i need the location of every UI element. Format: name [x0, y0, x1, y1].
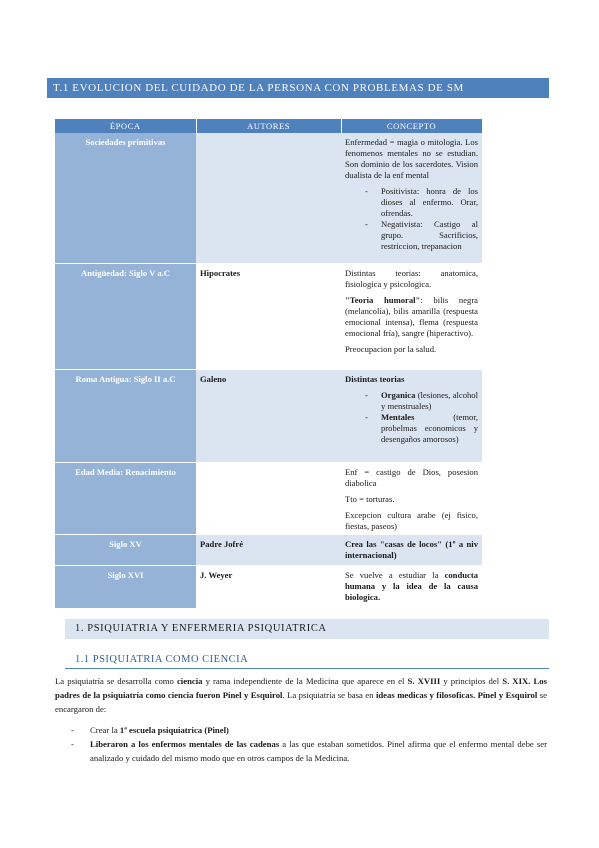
- concept-cell: [341, 566, 482, 609]
- header-autores: AUTORES: [196, 119, 341, 133]
- table-row: [55, 535, 482, 566]
- concept-text: [345, 295, 478, 339]
- table-row: [55, 133, 482, 264]
- concept-bold: "Teoria humoral": [345, 295, 421, 305]
- concept-text: Excepcion cultura arabe (ej fisico, fiestas, paseos): [345, 510, 478, 531]
- table-row: [55, 566, 482, 609]
- list-item: [55, 723, 547, 737]
- list-rest: (temor, probelmas economicos y desengaños amorosos): [381, 412, 478, 444]
- list-text: a las que estaban sometidos. Pinel afirma que el enfermo mental debe ser analizado y cuidado del mismo modo que en otros campos de la Medicina.: [90, 739, 547, 764]
- epoch-cell: Roma Antigua: Siglo II a.C: [55, 370, 196, 463]
- list-bold: 1ª escuela psiquiatrica (Pinel): [119, 725, 229, 735]
- list-bold: Liberaron a los enfermos mentales de las cadenas: [90, 739, 280, 750]
- header-epoca: ÉPOCA: [55, 119, 196, 133]
- author-cell: Hipocrates: [196, 264, 341, 370]
- concept-rest: Se vuelve a estudiar la: [345, 570, 445, 580]
- list-item: - Negativista: Castigo al grupo. Sacrificios, restriccion, trepanacion: [345, 219, 478, 252]
- concept-cell: [341, 264, 482, 370]
- para-bold: S. XIX. Los padres de la psiquiatría como ciencia fueron Pinel y Esquirol: [55, 676, 547, 701]
- author-cell: [196, 463, 341, 535]
- epoch-cell: Antigüedad: Siglo V a.C: [55, 264, 196, 370]
- intro-paragraph: [55, 674, 547, 716]
- para-bold: S. XVIII: [407, 676, 441, 686]
- concept-list: [345, 390, 478, 445]
- list-item: [345, 412, 478, 445]
- list-rest: (lesiones, alcohol y menstruales): [381, 390, 478, 411]
- epoch-cell: Sociedades primitivas: [55, 133, 196, 264]
- concept-text: [345, 570, 478, 603]
- para-text: La psiquiatría se desarrolla como: [55, 676, 177, 686]
- table-row: [55, 370, 482, 463]
- para-text: y principios del: [440, 676, 503, 686]
- para-bold: ciencia: [176, 676, 203, 686]
- header-concepto: CONCEPTO: [341, 119, 482, 133]
- list-text: Crear la: [90, 725, 120, 735]
- author-cell: Padre Jofré: [196, 535, 341, 566]
- section-heading-1: 1. PSIQUIATRIA Y ENFERMERIA PSIQUIATRICA: [65, 619, 549, 639]
- para-text: . La psiquiatría se basa en: [282, 690, 376, 701]
- para-text: se encargaron de:: [55, 690, 547, 715]
- concept-bold: conducta humana y la idea de la causa biologica.: [345, 570, 478, 602]
- concept-rest: : bilis negra (melancolía), bilis amarilla (respuesta emocional intensa), flema (respuesta emocional fría), sangre (hiperactivo).: [345, 295, 478, 338]
- tasks-list: [55, 723, 547, 765]
- list-item: - Positivista: honra de los dioses al enfermo. Orar, ofrendas.: [345, 186, 478, 219]
- concept-text: Enfermedad = magia o mitologia. Los fenomenos mentales no se estudian. Son dominio de los sacerdotes. Vision dualista de la enf mental: [345, 137, 478, 180]
- concept-text: Preocupacion por la salud.: [345, 344, 437, 354]
- evolution-table: [55, 119, 483, 609]
- epoch-cell: Siglo XVI: [55, 566, 196, 609]
- concept-list: [345, 186, 478, 252]
- concept-heading: Distintas teorias: [345, 374, 405, 384]
- epoch-cell: Edad Media: Renacimiento: [55, 463, 196, 535]
- table-header-row: [55, 119, 482, 133]
- author-cell: J. Weyer: [196, 566, 341, 609]
- concept-cell: [341, 370, 482, 463]
- concept-text: Distintas teorias: anatomica, fisiologica y psicologica.: [345, 268, 478, 289]
- document-title: T.1 EVOLUCION DEL CUIDADO DE LA PERSONA CON PROBLEMAS DE SM: [47, 78, 549, 98]
- concept-text: Crea las "casas de locos" (1º a niv internacional): [345, 539, 478, 560]
- list-item: [345, 390, 478, 412]
- concept-cell: [341, 535, 482, 566]
- para-text: y rama independiente de la Medicina que aparece en el: [202, 676, 408, 686]
- table-row: [55, 264, 482, 370]
- concept-cell: [341, 463, 482, 535]
- concept-text: Enf = castigo de Dios, posesion diabolica: [345, 467, 478, 488]
- author-cell: [196, 133, 341, 264]
- table-row: [55, 463, 482, 535]
- para-bold: ideas medicas y filosoficas. Pinel y Esquirol: [375, 690, 538, 701]
- author-cell: Galeno: [196, 370, 341, 463]
- concept-cell: [341, 133, 482, 264]
- section-heading-1-1: 1.1 PSIQUIATRIA COMO CIENCIA: [65, 654, 549, 669]
- epoch-cell: Siglo XV: [55, 535, 196, 566]
- list-bold: Organica: [381, 390, 416, 400]
- list-item: [55, 737, 547, 765]
- list-bold: Mentales: [381, 412, 415, 422]
- concept-text: Tto = torturas.: [345, 494, 395, 504]
